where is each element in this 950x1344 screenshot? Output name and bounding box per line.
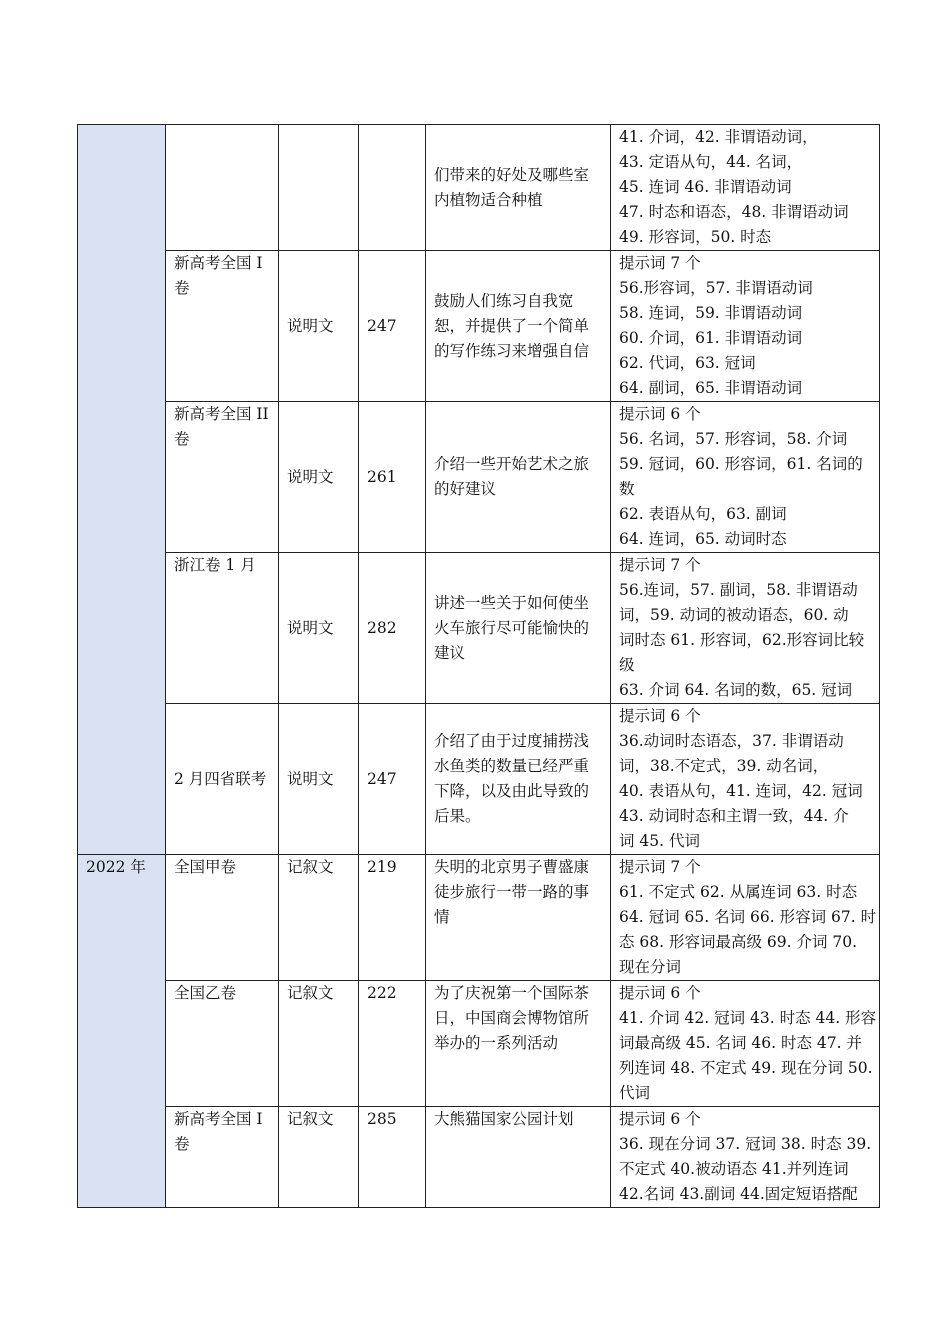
- analysis-line: 提示词 6 个: [619, 405, 701, 423]
- analysis-line: 56. 名词，57. 形容词，58. 介词: [619, 430, 848, 448]
- analysis-line: 提示词 6 个: [619, 984, 701, 1002]
- analysis-line: 59. 冠词，60. 形容词，61. 名词的: [619, 455, 863, 473]
- analysis-line: 态 68. 形容词最高级 69. 介词 70.: [619, 933, 858, 951]
- word-count-cell: 261: [359, 402, 426, 553]
- analysis-cell: [611, 981, 880, 1107]
- analysis-line: 不定式 40.被动语态 41.并列连词: [619, 1160, 849, 1178]
- analysis-cell: [611, 251, 880, 402]
- analysis-line: 40. 表语从句，41. 连词，42. 冠词: [619, 782, 863, 800]
- topic-cell: 失明的北京男子曹盛康徒步旅行一带一路的事情: [426, 855, 611, 981]
- analysis-line: 56.形容词，57. 非谓语动词: [619, 279, 813, 297]
- analysis-cell: [611, 855, 880, 981]
- analysis-line: 36. 现在分词 37. 冠词 38. 时态 39.: [619, 1135, 872, 1153]
- exam-cell: 新高考全国 I 卷: [166, 251, 279, 402]
- analysis-cell: [611, 553, 880, 704]
- topic-cell: 介绍一些开始艺术之旅的好建议: [426, 402, 611, 553]
- exam-cell: 全国甲卷: [166, 855, 279, 981]
- analysis-line: 词，59. 动词的被动语态，60. 动: [619, 606, 849, 624]
- table-row: [78, 125, 880, 251]
- genre-cell: 记叙文: [279, 855, 359, 981]
- analysis-line: 词最高级 45. 名词 46. 时态 47. 并: [619, 1034, 863, 1052]
- analysis-line: 数: [619, 480, 635, 498]
- word-count-cell: [359, 125, 426, 251]
- exam-cell: 浙江卷 1 月: [166, 553, 279, 704]
- genre-cell: 记叙文: [279, 1107, 359, 1208]
- table-row: [78, 402, 880, 553]
- exam-cell: [166, 125, 279, 251]
- table-row: [78, 981, 880, 1107]
- analysis-line: 47. 时态和语态，48. 非谓语动词: [619, 203, 849, 221]
- analysis-line: 49. 形容词，50. 时态: [619, 228, 772, 246]
- analysis-line: 64. 冠词 65. 名词 66. 形容词 67. 时: [619, 908, 877, 926]
- analysis-line: 列连词 48. 不定式 49. 现在分词 50.: [619, 1059, 873, 1077]
- analysis-line: 提示词 6 个: [619, 1110, 701, 1128]
- analysis-line: 64. 副词，65. 非谓语动词: [619, 379, 803, 397]
- analysis-line: 词，38.不定式，39. 动名词，: [619, 757, 829, 775]
- analysis-line: 58. 连词，59. 非谓语动词: [619, 304, 803, 322]
- table-row: [78, 251, 880, 402]
- genre-cell: 说明文: [279, 704, 359, 855]
- word-count-cell: 247: [359, 251, 426, 402]
- analysis-line: 42.名词 43.副词 44.固定短语搭配: [619, 1185, 858, 1203]
- topic-cell: 鼓励人们练习自我宽恕，并提供了一个简单的写作练习来增强自信: [426, 251, 611, 402]
- table-row: [78, 553, 880, 704]
- analysis-line: 64. 连词，65. 动词时态: [619, 530, 787, 548]
- topic-cell: 讲述一些关于如何使坐火车旅行尽可能愉快的建议: [426, 553, 611, 704]
- table-row: [78, 1107, 880, 1208]
- exam-analysis-table: [77, 124, 880, 1208]
- analysis-line: 代词: [619, 1084, 651, 1102]
- analysis-line: 43. 动词时态和主谓一致，44. 介: [619, 807, 849, 825]
- analysis-cell: [611, 1107, 880, 1208]
- genre-cell: [279, 125, 359, 251]
- analysis-line: 提示词 7 个: [619, 254, 701, 272]
- word-count-cell: 247: [359, 704, 426, 855]
- genre-cell: 说明文: [279, 553, 359, 704]
- analysis-line: 60. 介词，61. 非谓语动词: [619, 329, 803, 347]
- analysis-line: 提示词 7 个: [619, 556, 701, 574]
- analysis-line: 级: [619, 656, 635, 674]
- genre-cell: 说明文: [279, 402, 359, 553]
- topic-cell: 们带来的好处及哪些室内植物适合种植: [426, 125, 611, 251]
- analysis-cell: [611, 704, 880, 855]
- analysis-line: 41. 介词，42. 非谓语动词，: [619, 128, 818, 146]
- table-row: [78, 704, 880, 855]
- year-cell-2022: 2022 年: [78, 855, 166, 1208]
- exam-cell: 2 月四省联考: [166, 704, 279, 855]
- topic-cell: 为了庆祝第一个国际茶日，中国商会博物馆所举办的一系列活动: [426, 981, 611, 1107]
- word-count-cell: 222: [359, 981, 426, 1107]
- analysis-line: 现在分词: [619, 958, 682, 976]
- topic-cell: 大熊猫国家公园计划: [426, 1107, 611, 1208]
- analysis-line: 62. 代词，63. 冠词: [619, 354, 756, 372]
- analysis-line: 61. 不定式 62. 从属连词 63. 时态: [619, 883, 858, 901]
- exam-cell: 全国乙卷: [166, 981, 279, 1107]
- topic-cell: 介绍了由于过度捕捞浅水鱼类的数量已经严重下降，以及由此导致的后果。: [426, 704, 611, 855]
- analysis-line: 56.连词，57. 副词，58. 非谓语动: [619, 581, 858, 599]
- year-cell-2021: [78, 125, 166, 855]
- analysis-cell: [611, 125, 880, 251]
- genre-cell: 说明文: [279, 251, 359, 402]
- analysis-line: 45. 连词 46. 非谓语动词: [619, 178, 792, 196]
- table-row: [78, 855, 880, 981]
- word-count-cell: 285: [359, 1107, 426, 1208]
- analysis-line: 43. 定语从句，44. 名词，: [619, 153, 803, 171]
- exam-cell: 新高考全国 I 卷: [166, 1107, 279, 1208]
- genre-cell: 记叙文: [279, 981, 359, 1107]
- word-count-cell: 219: [359, 855, 426, 981]
- exam-cell: 新高考全国 II 卷: [166, 402, 279, 553]
- analysis-line: 提示词 6 个: [619, 707, 701, 725]
- analysis-line: 提示词 7 个: [619, 858, 701, 876]
- analysis-cell: [611, 402, 880, 553]
- analysis-line: 63. 介词 64. 名词的数，65. 冠词: [619, 681, 853, 699]
- analysis-line: 词时态 61. 形容词，62.形容词比较: [619, 631, 865, 649]
- analysis-line: 词 45. 代词: [619, 832, 701, 850]
- analysis-line: 41. 介词 42. 冠词 43. 时态 44. 形容: [619, 1009, 877, 1027]
- analysis-line: 62. 表语从句，63. 副词: [619, 505, 787, 523]
- word-count-cell: 282: [359, 553, 426, 704]
- analysis-line: 36.动词时态语态，37. 非谓语动: [619, 732, 844, 750]
